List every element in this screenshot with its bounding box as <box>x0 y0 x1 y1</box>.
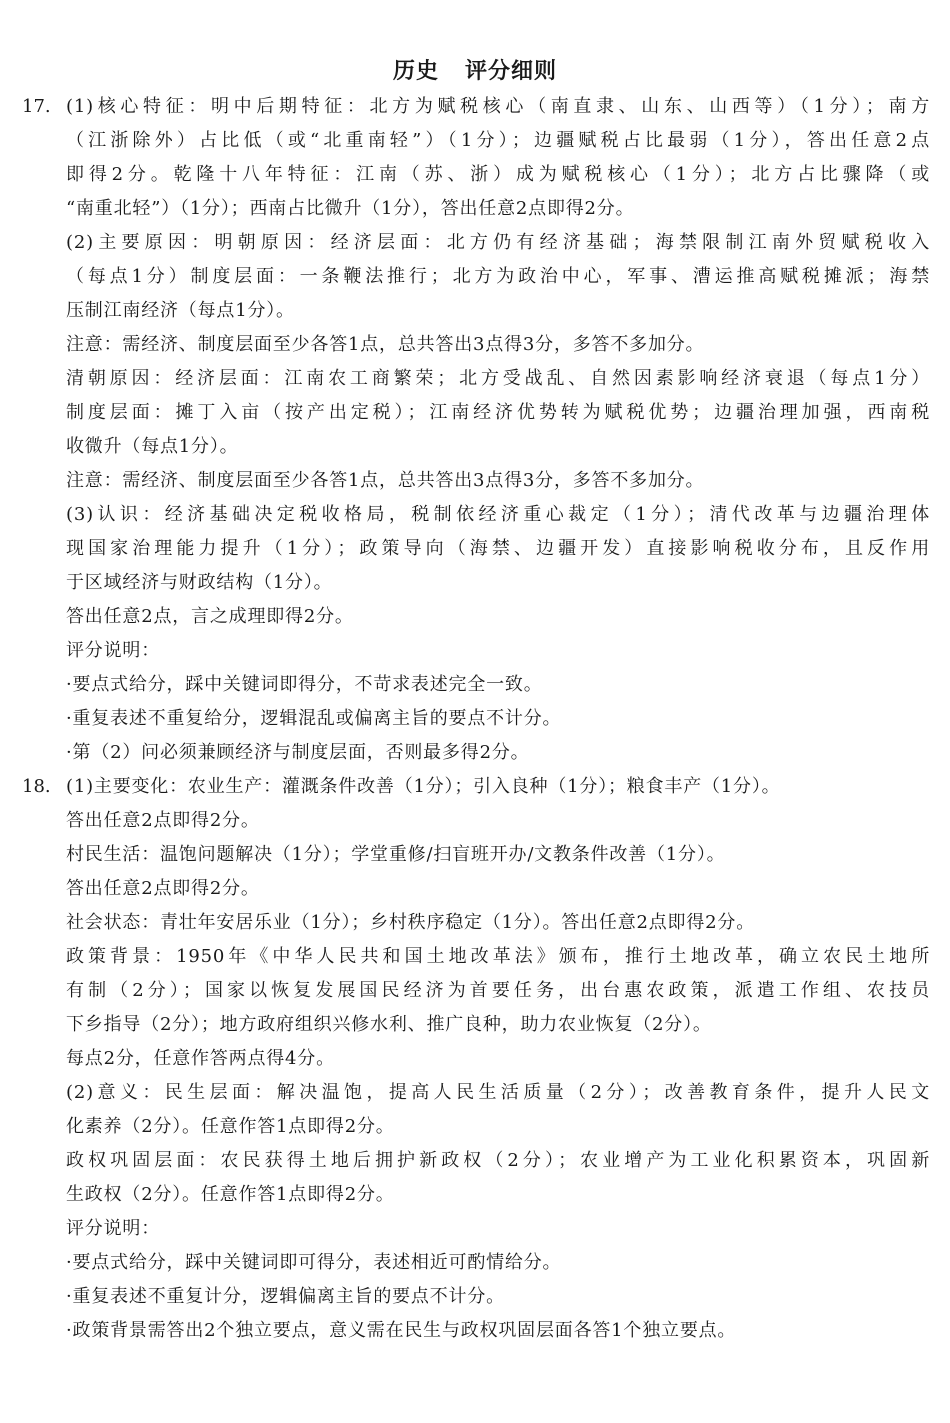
text-line: 现国家治理能力提升（1分）；政策导向（海禁、边疆开发）直接影响税收分布，且反作用 <box>66 538 930 559</box>
text-line: 答出任意2点即得2分。 <box>66 810 260 831</box>
text-line: 注意：需经济、制度层面至少各答1点，总共答出3点得3分，多答不多加分。 <box>66 470 705 491</box>
text-line: ·重复表述不重复给分，逻辑混乱或偏离主旨的要点不计分。 <box>66 708 562 729</box>
text-line: ·要点式给分，踩中关键词即可得分，表述相近可酌情给分。 <box>66 1252 562 1273</box>
text-line: 每点2分，任意作答两点得4分。 <box>66 1048 335 1069</box>
text-line: 即得2分。乾隆十八年特征：江南（苏、浙）成为赋税核心（1分）；北方占比骤降（或 <box>66 164 930 185</box>
text-line: 有制（2分）；国家以恢复发展国民经济为首要任务，出台惠农政策，派遣工作组、农技员 <box>66 980 930 1001</box>
text-line: ·要点式给分，踩中关键词即得分，不苛求表述完全一致。 <box>66 674 543 695</box>
text-line: “南重北轻”）（1分）；西南占比微升（1分），答出任意2点即得2分。 <box>66 198 635 219</box>
text-line: 评分说明： <box>66 1218 160 1239</box>
text-line: 下乡指导（2分）；地方政府组织兴修水利、推广良种，助力农业恢复（2分）。 <box>66 1014 712 1035</box>
question-18-number: 18. <box>22 776 51 797</box>
title-subject: 历史 <box>392 59 439 84</box>
text-line: (2)意义：民生层面：解决温饱，提高人民生活质量（2分）；改善教育条件，提升人民文 <box>66 1082 930 1103</box>
text-line: 社会状态：青壮年安居乐业（1分）；乡村秩序稳定（1分）。答出任意2点即得2分。 <box>66 912 756 933</box>
text-line: 化素养（2分）。任意作答1点即得2分。 <box>66 1116 395 1137</box>
page-title <box>0 52 950 92</box>
text-line: ·重复表述不重复计分，逻辑偏离主旨的要点不计分。 <box>66 1286 505 1307</box>
text-line: 于区域经济与财政结构（1分）。 <box>66 572 333 593</box>
text-line: （每点1分）制度层面：一条鞭法推行；北方为政治中心，军事、漕运推高赋税摊派；海禁 <box>66 266 930 287</box>
text-line: 制度层面：摊丁入亩（按产出定税）；江南经济优势转为赋税优势；边疆治理加强，西南税 <box>66 402 930 423</box>
text-line: 答出任意2点，言之成理即得2分。 <box>66 606 354 627</box>
text-line: 收微升（每点1分）。 <box>66 436 239 457</box>
text-line: 评分说明： <box>66 640 160 661</box>
text-line: (1)主要变化：农业生产：灌溉条件改善（1分）；引入良种（1分）；粮食丰产（1分）。 <box>66 776 781 797</box>
text-line: ·第（2）问必须兼顾经济与制度层面，否则最多得2分。 <box>66 742 530 763</box>
question-17-number: 17. <box>22 96 51 117</box>
text-line: 压制江南经济（每点1分）。 <box>66 300 295 321</box>
title-heading: 评分细则 <box>465 59 558 84</box>
text-line: ·政策背景需答出2个独立要点，意义需在民生与政权巩固层面各答1个独立要点。 <box>66 1320 737 1341</box>
text-line: 政策背景：1950年《中华人民共和国土地改革法》颁布，推行土地改革，确立农民土地所 <box>66 946 930 967</box>
text-line: 清朝原因：经济层面：江南农工商繁荣；北方受战乱、自然因素影响经济衰退（每点1分） <box>66 368 930 389</box>
text-line: (2)主要原因：明朝原因：经济层面：北方仍有经济基础；海禁限制江南外贸赋税收入 <box>66 232 930 253</box>
text-line: 村民生活：温饱问题解决（1分）；学堂重修/扫盲班开办/文教条件改善（1分）。 <box>66 844 726 865</box>
text-line: （江浙除外）占比低（或“北重南轻”）（1分）；边疆赋税占比最弱（1分），答出任意2点 <box>66 130 930 151</box>
text-line: (3)认识：经济基础决定税收格局，税制依经济重心裁定（1分）；清代改革与边疆治理体 <box>66 504 930 525</box>
text-line: (1)核心特征：明中后期特征：北方为赋税核心（南直隶、山东、山西等）（1分）；南方 <box>66 96 930 117</box>
text-line: 注意：需经济、制度层面至少各答1点，总共答出3点得3分，多答不多加分。 <box>66 334 705 355</box>
text-line: 答出任意2点即得2分。 <box>66 878 260 899</box>
text-line: 政权巩固层面：农民获得土地后拥护新政权（2分）；农业增产为工业化积累资本，巩固新 <box>66 1150 930 1171</box>
text-line: 生政权（2分）。任意作答1点即得2分。 <box>66 1184 395 1205</box>
